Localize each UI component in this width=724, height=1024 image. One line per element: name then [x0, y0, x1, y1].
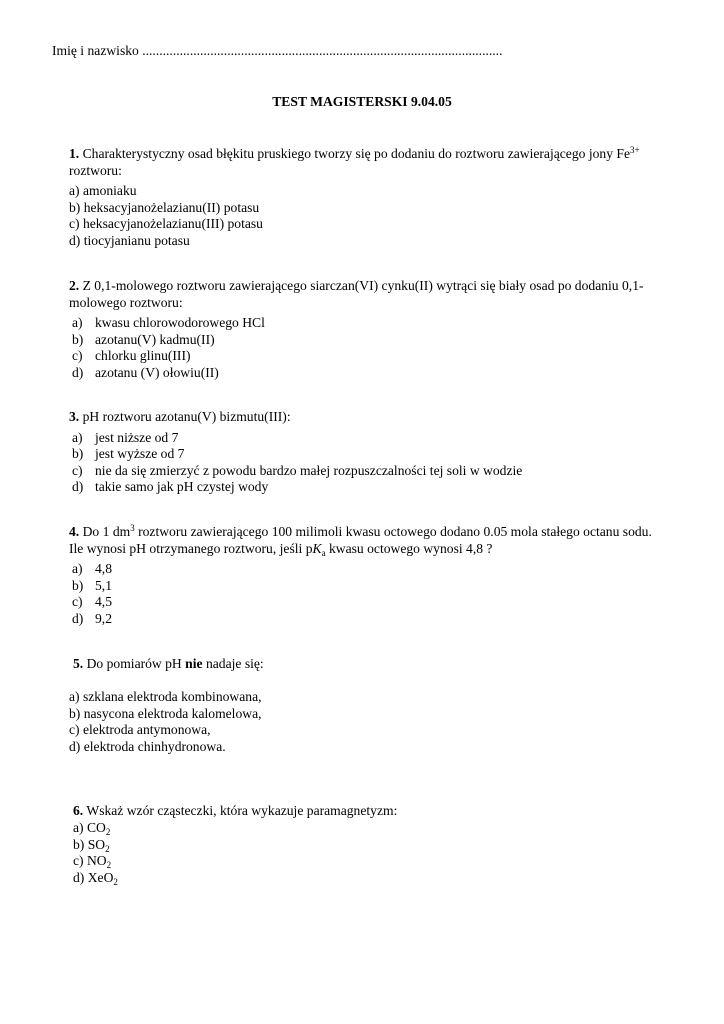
option-text: azotanu(V) kadmu(II)	[95, 331, 215, 347]
option-text: 4,5	[95, 594, 112, 609]
question-number: 3.	[69, 409, 80, 424]
option-label: a)	[72, 561, 83, 576]
option-label: c)	[72, 594, 83, 609]
option: d) elektroda chinhydronowa.	[69, 738, 226, 754]
option	[69, 594, 669, 611]
option	[73, 820, 673, 837]
ion-symbol: Fe	[616, 146, 630, 161]
question-6	[73, 803, 673, 820]
option-text: 5,1	[95, 577, 112, 593]
question-number: 2.	[69, 278, 80, 293]
question-text: Do 1 dm	[82, 524, 131, 539]
option-text: chlorku glinu(III)	[95, 348, 191, 363]
option	[69, 446, 669, 463]
option-text: azotanu (V) ołowiu(II)	[95, 364, 219, 380]
option-label: b)	[72, 331, 84, 347]
option-text: kwasu chlorowodorowego HCl	[95, 315, 265, 330]
option	[69, 365, 669, 382]
option	[73, 853, 673, 870]
question-2-options	[69, 315, 669, 381]
question-2	[69, 278, 669, 381]
option-text: takie samo jak pH czystej wody	[95, 479, 269, 494]
option	[69, 611, 669, 628]
option: d) tiocyjanianu potasu	[69, 232, 190, 248]
option-label: a)	[72, 315, 83, 330]
option-label: c)	[72, 462, 83, 478]
option-text: b) SO	[73, 836, 106, 852]
option-text: jest wyższe od 7	[95, 446, 185, 461]
formula-subscript: 2	[105, 843, 110, 854]
option	[69, 430, 669, 447]
name-label: Imię i nazwisko	[52, 43, 139, 58]
question-4-options	[69, 561, 669, 627]
question-number: 5.	[73, 656, 84, 671]
page-title: TEST MAGISTERSKI 9.04.05	[272, 94, 452, 109]
emphasis-not: nie	[185, 656, 203, 671]
name-field-line	[52, 43, 502, 60]
question-text: Z 0,1-molowego roztworu zawierającego siarczan(VI) cynku(II) wytrąci się biały osad po dodaniu 0,1-molowego roztworu:	[69, 278, 644, 310]
option	[73, 870, 673, 887]
question-4-text	[69, 524, 669, 557]
question-3-text	[69, 409, 669, 426]
question-5	[73, 656, 673, 673]
option-text: nie da się zmierzyć z powodu bardzo małej rozpuszczalności tej soli w wodzie	[95, 462, 523, 478]
question-text: Wskaż wzór cząsteczki, która wykazuje paramagnetyzm:	[86, 803, 398, 818]
option-label: b)	[72, 577, 84, 593]
question-text-end: kwasu octowego wynosi 4,8 ?	[328, 540, 493, 556]
unit-exponent: 3	[130, 523, 135, 533]
question-5-text	[73, 656, 673, 673]
option: b) nasycona elektroda kalomelowa,	[69, 705, 262, 721]
option-label: c)	[72, 348, 83, 363]
option	[69, 332, 669, 349]
question-1-text	[69, 146, 669, 179]
option	[69, 479, 669, 496]
question-1	[69, 146, 669, 249]
option-label: d)	[72, 364, 84, 380]
question-6-options	[73, 820, 673, 886]
option-label: b)	[72, 446, 84, 461]
option: c) heksacyjanożelazianu(III) potasu	[69, 216, 263, 231]
option	[69, 463, 669, 480]
ka-subscript: a	[321, 547, 326, 558]
formula-subscript: 2	[113, 876, 118, 887]
question-4	[69, 524, 669, 627]
option: a) szklana elektroda kombinowana,	[69, 689, 262, 704]
option	[69, 348, 669, 365]
formula-subscript: 2	[106, 860, 112, 870]
name-dots: ..........................................................................................................	[142, 43, 503, 58]
question-text-end: nadaje się:	[205, 656, 264, 671]
option-label: d)	[72, 610, 84, 626]
option-text: a) CO	[73, 820, 106, 835]
question-text-end: roztworu:	[69, 162, 122, 178]
question-text: Charakterystyczny osad błękitu pruskiego tworzy się po dodaniu do roztworu zawierającego jony	[82, 146, 613, 161]
option-text: c) NO	[73, 853, 107, 868]
option-text: jest niższe od 7	[95, 429, 179, 445]
question-number: 6.	[73, 803, 84, 818]
question-number: 4.	[69, 524, 80, 539]
option-text: 9,2	[95, 610, 112, 626]
ion-charge: 3+	[630, 145, 640, 155]
question-text-middle: roztworu zawierającego 100 milimoli kwasu octowego dodano 0.05 mola stałego octanu sodu. Ile wynosi pH otrzymanego roztworu, jeśli p	[69, 524, 652, 556]
question-3	[69, 409, 669, 496]
option	[73, 837, 673, 854]
formula-subscript: 2	[105, 827, 111, 837]
ka-symbol: K	[312, 540, 322, 556]
question-1-options	[69, 183, 669, 249]
question-6-text	[73, 803, 673, 820]
option: a) amoniaku	[69, 183, 137, 198]
option: c) elektroda antymonowa,	[69, 722, 211, 737]
option: b) heksacyjanożelazianu(II) potasu	[69, 199, 260, 215]
option-text: 4,8	[95, 561, 112, 576]
option	[69, 578, 669, 595]
question-number: 1.	[69, 146, 80, 161]
option-label: d)	[72, 479, 84, 494]
option-label: a)	[72, 429, 83, 445]
question-3-options	[69, 430, 669, 496]
option-text: d) XeO	[73, 869, 114, 885]
question-text: Do pomiarów pH	[86, 656, 182, 671]
option	[69, 561, 669, 578]
question-5-options	[69, 689, 669, 755]
option	[69, 315, 669, 332]
question-2-text	[69, 278, 669, 311]
question-text: pH roztworu azotanu(V) bizmutu(III):	[82, 409, 291, 424]
